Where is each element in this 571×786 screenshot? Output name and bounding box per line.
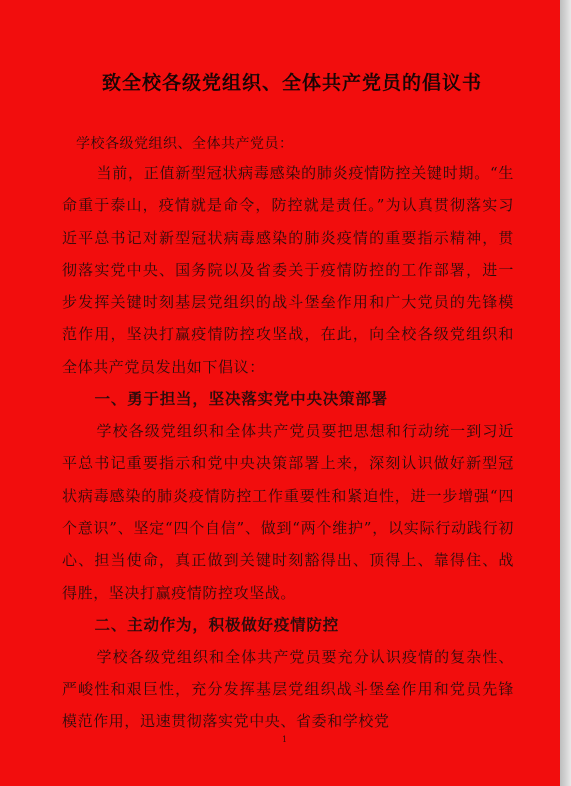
salutation: 学校各级党组织、全体共产党员：	[76, 136, 294, 152]
intro-paragraph: 当前，正值新型冠状病毒感染的肺炎疫情防控关键时期。“生命重于泰山，疫情就是命令，防控就是责任。”为认真贯彻落实习近平总书记对新型冠状病毒感染的肺炎疫情的重要指示精神，贯彻落实党中央、国务院以及省委关于疫情防控的工作部署，进一步发挥关键时刻基层党组织的战斗堡垒作用和广大党员的先锋模范作用，坚决打赢疫情防控攻坚战，在此，向全校各级党组织和全体共产党员发出如下倡议：	[62, 164, 514, 376]
paper-edge	[560, 0, 571, 786]
section-body-1: 学校各级党组织和全体共产党员要把思想和行动统一到习近平总书记重要指示和党中央决策部署上来，深刻认识做好新型冠状病毒感染的肺炎疫情防控工作重要性和紧迫性，进一步增强“四个意识”、坚定“四个自信”、做到“两个维护”，以实际行动践行初心、担当使命，真正做到关键时刻豁得出、顶得上、靠得住、战得胜，坚决打赢疫情防控攻坚战。	[62, 422, 514, 602]
page-number: 1	[282, 735, 288, 744]
document-title: 致全校各级党组织、全体共产党员的倡议书	[101, 72, 482, 94]
section-heading-1: 一、勇于担当，坚决落实党中央决策部署	[94, 389, 388, 409]
section-heading-2: 二、主动作为，积极做好疫情防控	[94, 614, 340, 634]
section-body-2: 学校各级党组织和全体共产党员要充分认识疫情的复杂性、严峻性和艰巨性，充分发挥基层党组织战斗堡垒作用和党员先锋模范作用，迅速贯彻落实党中央、省委和学校党	[62, 647, 514, 731]
